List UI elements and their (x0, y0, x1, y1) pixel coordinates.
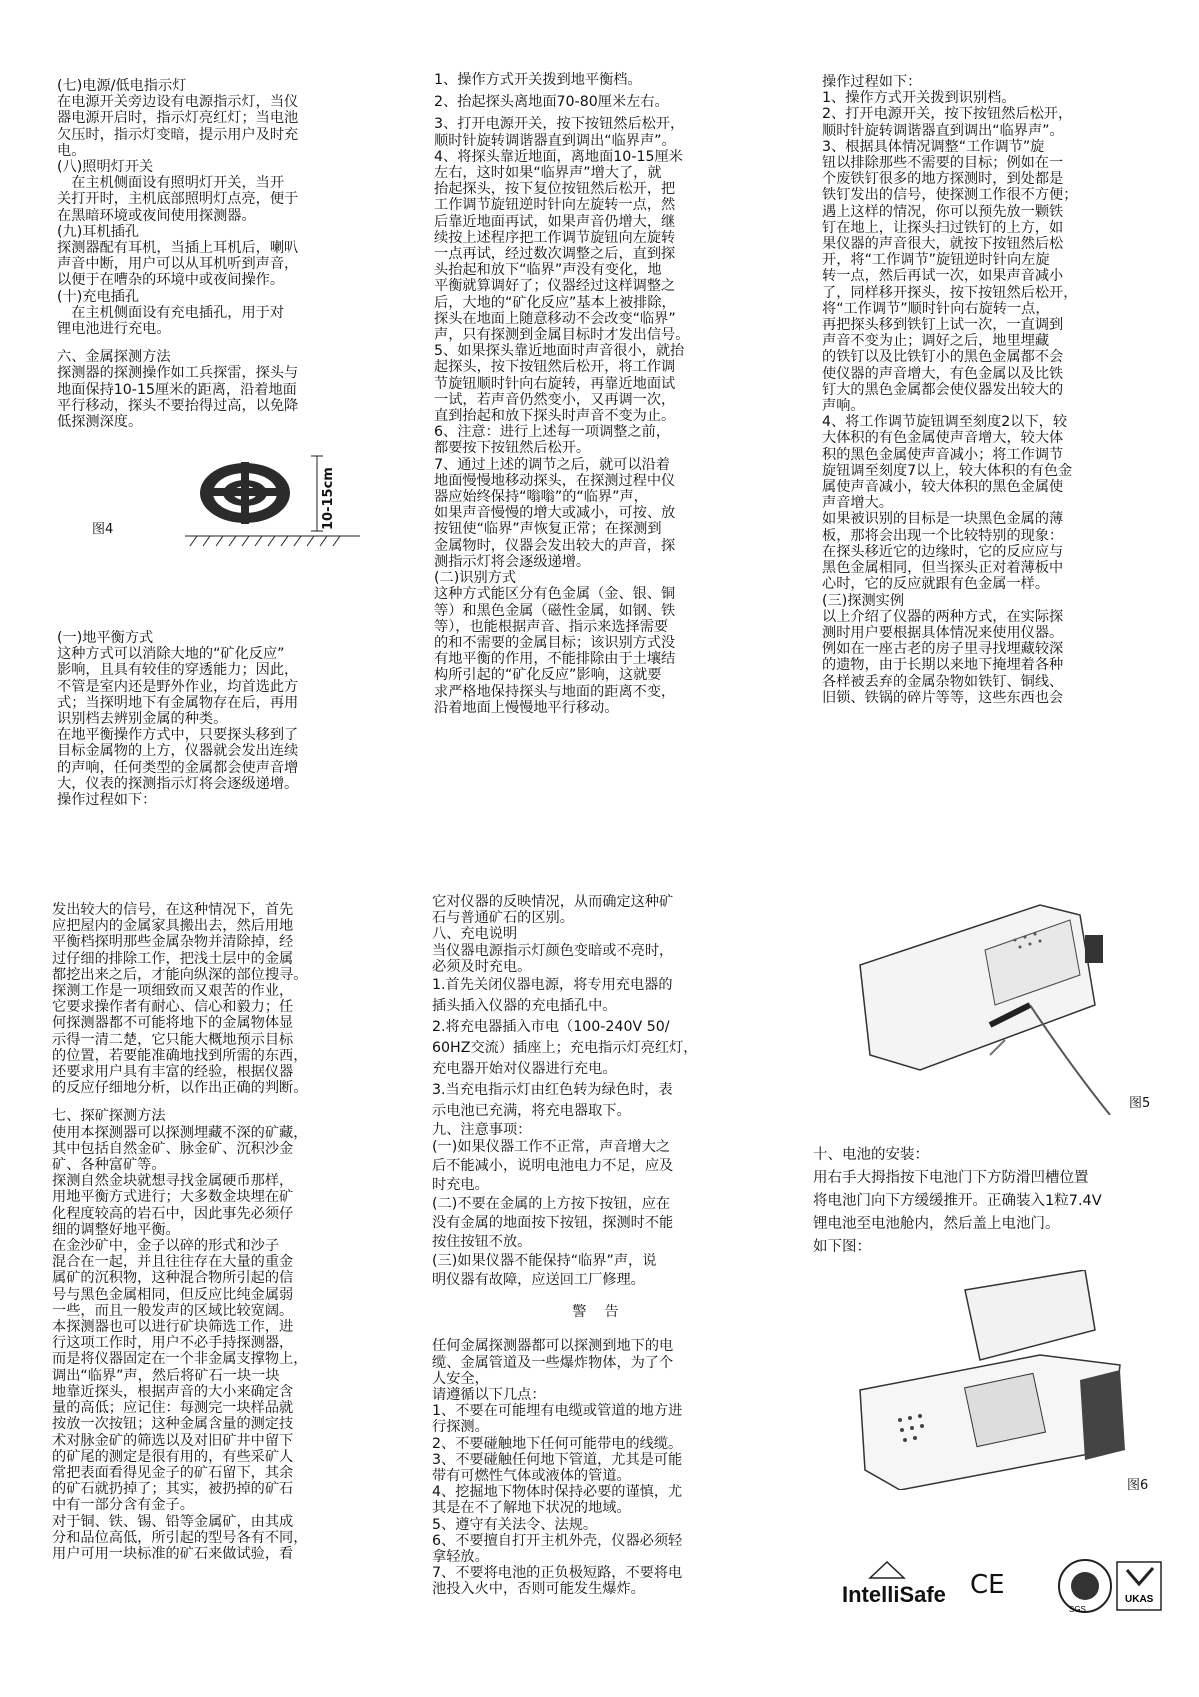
svg-text:UKAS: UKAS (1125, 1594, 1154, 1605)
warning-item: 5、遵守有关法令、法规。 (432, 1516, 598, 1533)
certification-logos (1055, 1556, 1165, 1616)
paragraph: 这种方式可以消除大地的“矿化反应” 影响，且具有较佳的穿透能力；因此， 不管是室内还是野外作业，均首选此方 式；当探明地下有金属物存在后，再用 识别档去辨别金属的种类。 (57, 646, 299, 728)
step: 7、通过上述的调节之后，就可以沿着 地面慢慢地移动探头，在探测过程中仪 器应始终保持“嗡嗡”的“临界”声， 如果声音慢慢的增大或减小，可按、放 按钮使“临界”声恢复正常；在探测到 金属物时，仪器会发出较大的声音，探 测指示灯将会逐级递增。 (434, 456, 676, 570)
paragraph: 如果被识别的目标是一块黑色金属的薄 板，那将会出现一个比较特别的现象： 在探头移近它的边缘时，它的反应应与 黑色金属相同，但当探头正对着薄板中 心时，它的反应就跟有色金属一样。 (822, 511, 1064, 593)
figure-5-caption: 图5 (1129, 1096, 1151, 1111)
warning-item: 3、不要碰触任何地下管道，尤其是可能 带有可燃性气体或液体的管道。 (432, 1451, 683, 1485)
note: (一)如果仪器工作不正常，声音增大之 后不能减小，说明电池电力不足，应及 时充电。 (432, 1139, 674, 1194)
figure-4-caption: 图4 (92, 522, 114, 537)
step: 3、根据具体情况调整“工作调节”旋 钮以排除那些不需要的目标；例如在一 个废铁钉很多的地方探测时，到处都是 铁钉发出的信号，使探测工作很不方便； 遇上这样的情况，你可以预先放一颗铁 钉在地上，让探头扫过铁钉的上方，如 果仪器的声音很大，就按下按钮然后松 开，将“工作调节”旋钮逆时针向左旋 转一点，然后再试一次，如果声音减小 了，同样移开探头，按下按钮然后松开， 将“工作调节”顺时针向右旋转一点， 再把探头移到铁钉上试一次，一直调到 声音不变为止；调好之后，地里埋藏 的铁钉以及比铁钉小的黑色金属都不会 使仪器的声音增大，有色金属以及比铁 钉大的黑色金属都会使仪器发出较大的 声响。 (822, 138, 1078, 415)
column-3 (822, 74, 1167, 706)
paragraph: 以上介绍了仪器的两种方式，在实际探 测时用户要根据具体情况来使用仪器。 例如在一座古老的房子里寻找埋藏较深 的遗物，由于长期以来地下掩埋着各种 各样被丢弃的金属杂物如铁钉、铜线、 旧锁、铁锅的碎片等等，这些东西也会 (822, 608, 1064, 706)
svg-text:SGS: SGS (1069, 1605, 1086, 1614)
paragraph: 在主机侧面设有充电插孔，用于对 锂电池进行充电。 (57, 304, 285, 338)
figure-4-dimension: 10-15cm (321, 467, 336, 530)
figure-5-charger (840, 895, 1140, 1115)
heading-detection-example: (三)探测实例 (822, 592, 905, 609)
paragraph: 本探测器也可以进行矿块筛选工作，进 行这项工作时，用户不必手持探测器， 而是将仪器固定在一个非金属支撑物上， 调出“临界”声，然后将矿石一块一块 地靠近探头，根据声音的大小来确定含 量的高低；应记住：每测完一块样品就 按放一次按钮；这种金属含量的测定技 术对脉金矿的筛选以及对旧矿井中留下 的矿尾的测定是很有用的，有些采矿人 常把表面看得见金子的矿石留下，其余 的矿石就扔掉了；其实，被扔掉的矿石 中有一部分含有金子。 (52, 1319, 308, 1514)
warning-title: 警告 (572, 1304, 637, 1321)
paragraph: 探测自然金块就想寻找金属硬币那样， 用地平衡方式进行；大多数金块埋在矿 化程度较高的岩石中，因此事先必须仔 细的调整好地平衡。 (52, 1173, 294, 1238)
paragraph: 在电源开关旁边设有电源指示灯，当仪 器电源开启时，指示灯亮红灯；当电池 欠压时，指示灯变暗，提示用户及时充 电。 (57, 94, 299, 159)
heading-earphone-jack: (九)耳机插孔 (57, 223, 140, 240)
step: 1.首先关闭仪器电源，将专用充电器的 插头插入仪器的充电插孔中。 (432, 977, 673, 1015)
figure-4-coil (185, 448, 385, 598)
column-1-lower (57, 630, 397, 808)
warning-item: 4、挖掘地下物体时保持必要的谨慎，尤 其是在不了解地下状况的地域。 (432, 1484, 683, 1517)
paragraph: 这种方式能区分有色金属（金、银、铜 等）和黑色金属（磁性金属，如钢、铁 等），也能根据声音、指示来选择需要 的和不需要的金属目标；该识别方式没 有地平衡的作用，不能排除由于土壤结 构所引起的“矿化反应”影响，这就要 求严格地保持探头与地面的距离不变， 沿着地面上慢慢地平行移动。 (434, 586, 676, 716)
step: 2、打开电源开关，按下按钮然后松开， 顺时针旋转调谐器直到调出“临界声”。 (822, 106, 1073, 139)
heading-detection-method: 六、金属探测方法 (57, 349, 171, 366)
step: 1、操作方式开关拨到地平衡档。 (434, 72, 642, 88)
step: 6、注意：进行上述每一项调整之前， 都要按下按钮然后松开。 (434, 424, 671, 457)
intellisafe-logo (842, 1560, 952, 1610)
ce-mark: CE (970, 1570, 1005, 1600)
heading-mineral-detection: 七、探矿探测方法 (52, 1108, 166, 1125)
column-4 (52, 902, 397, 1562)
paragraph: 探测器配有耳机，当插上耳机后，喇叭 声音中断，用户可以从耳机听到声音， 以便于在嘈杂的环境中或夜间操作。 (57, 240, 299, 289)
paragraph: 在金沙矿中，金子以碎的形式和沙子 混合在一起，并且往往存在大量的重金 属矿的沉积物，这种混合物所引起的信 号与黑色金属相同，但反应比纯金属弱 一些，而且一般发声的区域比较宽阔。 (52, 1238, 294, 1319)
warning-item: 6、不要擅自打开主机外壳，仪器必须轻 拿轻放。 (432, 1532, 683, 1566)
paragraph: 操作过程如下： (822, 74, 922, 90)
step: 5、如果探头靠近地面时声音很小，就抬 起探头，按下按钮然后松开，将工作调 节旋钮顺时针向右旋转，再靠近地面试 一试，若声音仍然变小，又再调一次， 直到抬起和放下探头时声音不变为止。 (434, 343, 685, 425)
heading-power-indicator: (七)电源/低电指示灯 (57, 78, 187, 94)
warning-item: 1、不要在可能埋有电缆或管道的地方进 行探测。 (432, 1403, 683, 1436)
warning-item: 2、不要碰触地下任何可能带电的线缆。 (432, 1435, 683, 1452)
warning-item: 7、不要将电池的正负极短路，不要将电 池投入火中，否则可能发生爆炸。 (432, 1565, 683, 1598)
paragraph: 对于铜、铁、锡、铅等金属矿，由其成 分和品位高低，所引起的型号各有不同， 用户可用一块标准的矿石来做试验，看 (52, 1513, 308, 1562)
paragraph: 它对仪器的反映情况，从而确定这种矿 石与普通矿石的区别。 (432, 894, 674, 927)
paragraph: 用右手大拇指按下电池门下方防滑凹槽位置 将电池门向下方缓缓推开。正确装入1粒7.4V 锂电池至电池舱内，然后盖上电池门。 如下图： (813, 1170, 1102, 1255)
column-2 (434, 72, 774, 716)
heading-light-switch: (八)照明灯开关 (57, 159, 154, 176)
figure-6-battery (840, 1270, 1140, 1490)
paragraph: 当仪器电源指示灯颜色变暗或不亮时， 必须及时充电。 (432, 942, 674, 975)
paragraph: 在主机侧面设有照明灯开关，当开 关打开时，主机底部照明灯点亮，便于 在黑暗环境或夜间使用探测器。 (57, 175, 299, 224)
paragraph: 探测器的探测操作如工兵探雷，探头与 地面保持10-15厘米的距离，沿着地面 平行移动，探头不要抬得过高，以免降 低探测深度。 (57, 365, 299, 431)
heading-ground-balance: (一)地平衡方式 (57, 630, 154, 646)
step: 3.当充电指示灯由红色转为绿色时，表 示电池已充满，将充电器取下。 (432, 1082, 673, 1120)
heading-notes: 九、注意事项： (432, 1122, 532, 1139)
heading-charging: 八、充电说明 (432, 926, 518, 943)
paragraph: 发出较大的信号，在这种情况下，首先 应把屋内的金属家具搬出去，然后用地 平衡档探明那些金属杂物并清除掉，经 过仔细的排除工作，把浅土层中的金属 都挖出来之后，才能向纵深的部位搜寻。 探测工作是一项细致而又艰苦的作业， 它要求操作者有耐心、信心和毅力；任 何探测器都不可能将地下的金属物体显 示得一清二楚，它只能大概地预示目标 的位置，若要能准确地找到所需的东西， 还要求用户具有丰富的经验，根据仪器 的反应仔细地分析，以作出正确的判断。 (52, 902, 308, 1097)
svg-text:IntelliSafe: IntelliSafe (842, 1582, 946, 1607)
step: 2、抬起探头离地面70-80厘米左右。 (434, 94, 669, 111)
heading-identify-mode: (二)识别方式 (434, 570, 517, 587)
step: 3、打开电源开关，按下按钮然后松开， 顺时针旋转调谐器直到调出“临界声”。 (434, 116, 685, 149)
paragraph: 在地平衡操作方式中，只要探头移到了 目标金属物的上方，仪器就会发出连续 的声响，任何类型的金属都会使声音增 大，仪表的探测指示灯将会逐级递增。 操作过程如下： (57, 727, 299, 809)
note: (三)如果仪器不能保持“临界”声，说 明仪器有故障，应送回工厂修理。 (432, 1253, 657, 1289)
step: 2.将充电器插入市电（100-240V 50/ 60HZ交流）插座上；充电指示灯亮红灯， 充电器开始对仪器进行充电。 (432, 1019, 698, 1078)
heading-charge-jack: (十)充电插孔 (57, 288, 140, 305)
column-1 (57, 78, 397, 430)
note: (二)不要在金属的上方按下按钮，应在 没有金属的地面按下按钮，探测时不能 按住按钮不放。 (432, 1196, 674, 1251)
column-6 (813, 1144, 1168, 1259)
step: 4、将探头靠近地面，离地面10-15厘米 左右，这时如果“临界声”增大了，就 抬起探头，按下复位按钮然后松开，把 工作调节旋钮逆时针向左旋转一点，然 后靠近地面再试，如果声音仍增大，继 续按上述程序把工作调节旋钮向左旋转 一点再试，经过数次调整之后，直到探 头抬起和放下“临界”声没有变化，地 平衡就算调好了；仪器经过这样调整之 后，大地的“矿化反应”基本上被排除， 探头在地面上随意移动不会改变“临界” 声，只有探测到金属目标时才发出信号。 (434, 148, 690, 344)
step: 1、操作方式开关拨到识别档。 (822, 90, 1016, 107)
heading-battery-install: 十、电池的安装： (813, 1147, 929, 1163)
figure-6-caption: 图6 (1127, 1478, 1149, 1493)
step: 4、将工作调节旋钮调至刻度2以下，较 大体积的有色金属使声音增大，较大体 积的黑色金属使声音减小；将工作调节 旋钮调至刻度7以上，较大体积的有色金 属使声音减小，较大体积的黑色金属使 声音增大。 (822, 414, 1073, 512)
paragraph: 任何金属探测器都可以探测到地下的电 缆、金属管道及一些爆炸物体，为了个 人安全， 请遵循以下几点： (432, 1338, 674, 1404)
column-5 (432, 894, 777, 1598)
paragraph: 使用本探测器可以探测埋藏不深的矿藏， 其中包括自然金矿、脉金矿、沉积沙金 矿、各种富矿等。 (52, 1124, 308, 1174)
